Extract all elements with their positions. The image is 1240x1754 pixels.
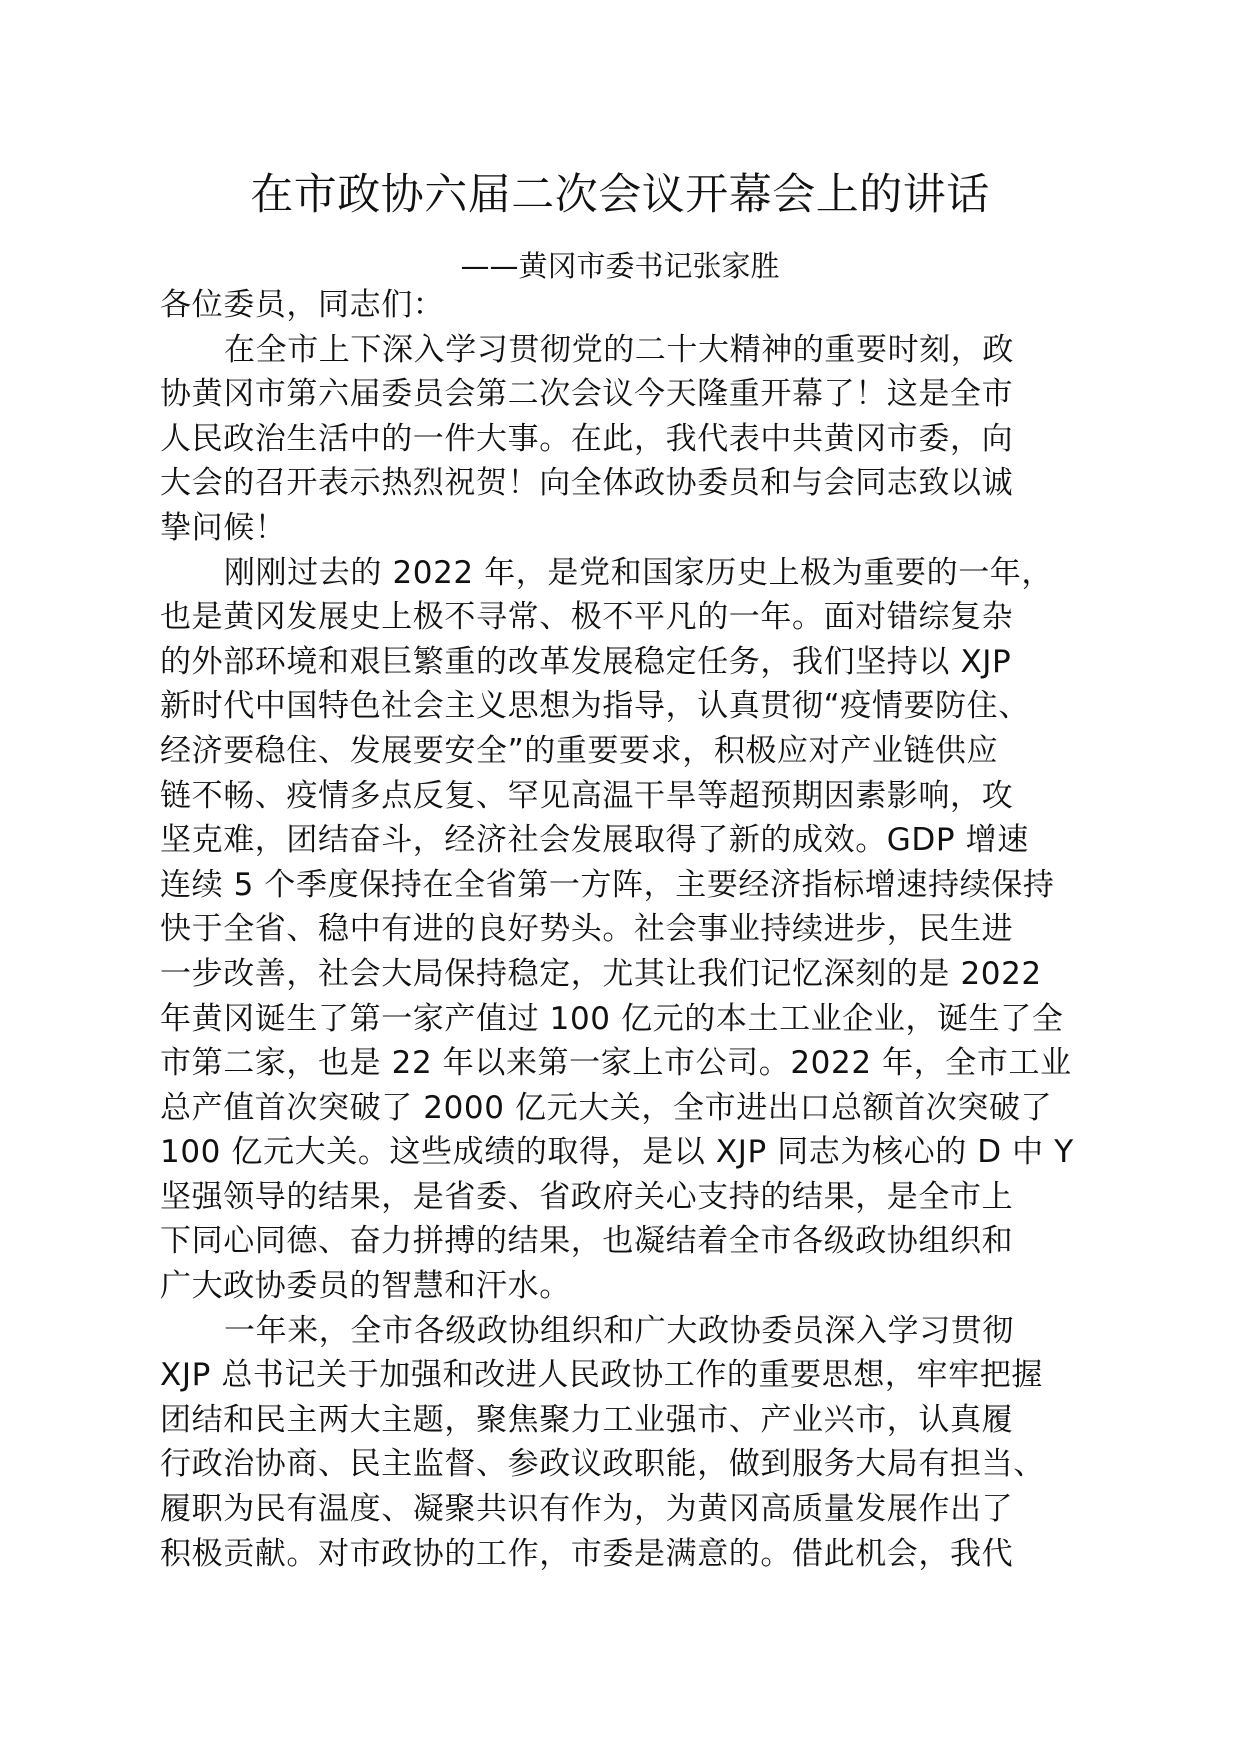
text-line: 团结和民主两大主题，聚焦聚力工业强市、产业兴市，认真履 [160, 1401, 1014, 1438]
text-line: 履职为民有温度、凝聚共识有作为，为黄冈高质量发展作出了 [160, 1491, 1014, 1528]
text-line: 市第二家，也是 22 年以来第一家上市公司。2022 年，全市工业 [160, 1045, 1072, 1082]
text-line: 新时代中国特色社会主义思想为指导，认真贯彻“疫情要防住、 [160, 688, 1030, 725]
salutation: 各位委员，同志们： [160, 287, 445, 323]
text-line: 人民政治生活中的一件大事。在此，我代表中共黄冈市委，向 [160, 420, 1014, 457]
document-body [160, 283, 1090, 1576]
text-line: 快于全省、稳中有进的良好势头。社会事业持续进步，民生进 [160, 911, 1014, 948]
text-line: 的外部环境和艰巨繁重的改革发展稳定任务，我们坚持以 XJP [160, 643, 1012, 680]
text-line: 下同心同德、奋力拼搏的结果，也凝结着全市各级政协组织和 [160, 1223, 1014, 1260]
text-line: 挚问候！ [160, 509, 287, 546]
text-line: 连续 5 个季度保持在全省第一方阵，主要经济指标增速持续保持 [160, 866, 1055, 903]
text-line: XJP 总书记关于加强和改进人民政协工作的重要思想，牢牢把握 [160, 1357, 1043, 1394]
text-line: 坚克难，团结奋斗，经济社会发展取得了新的成效。GDP 增速 [160, 822, 1029, 859]
text-line: 广大政协委员的智慧和汗水。 [160, 1268, 571, 1305]
document-title: 在市政协六届二次会议开幕会上的讲话 [250, 170, 990, 220]
text-line: 一年来，全市各级政协组织和广大政协委员深入学习贯彻 [224, 1312, 1014, 1349]
text-line: 行政治协商、民主监督、参政议政职能，做到服务大局有担当、 [160, 1446, 1045, 1483]
text-line: 刚刚过去的 2022 年，是党和国家历史上极为重要的一年， [224, 554, 1053, 591]
text-line: 积极贡献。对市政协的工作，市委是满意的。借此机会，我代 [160, 1535, 1014, 1572]
text-line: 经济要稳住、发展要安全”的重要要求，积极应对产业链供应 [160, 732, 999, 769]
text-line: 链不畅、疫情多点反复、罕见高温干旱等超预期因素影响，攻 [160, 777, 1014, 814]
text-line: 年黄冈诞生了第一家产值过 100 亿元的本土工业企业，诞生了全 [160, 1000, 1064, 1037]
text-line: 总产值首次突破了 2000 亿元大关，全市进出口总额首次突破了 [160, 1089, 1053, 1126]
text-line: 协黄冈市第六届委员会第二次会议今天隆重开幕了！这是全市 [160, 376, 1014, 413]
text-line: 100 亿元大关。这些成绩的取得，是以 XJP 同志为核心的 D 中 Y [160, 1134, 1074, 1171]
text-line: 坚强领导的结果，是省委、省政府关心支持的结果，是全市上 [160, 1178, 1014, 1215]
text-line: 在全市上下深入学习贯彻党的二十大精神的重要时刻，政 [224, 331, 1014, 368]
text-line: 大会的召开表示热烈祝贺！向全体政协委员和与会同志致以诚 [160, 465, 1014, 502]
text-line: 一步改善，社会大局保持稳定，尤其让我们记忆深刻的是 2022 [160, 955, 1042, 992]
text-line: 也是黄冈发展史上极不寻常、极不平凡的一年。面对错综复杂 [160, 599, 1014, 636]
document-subtitle: ——黄冈市委书记张家胜 [460, 249, 780, 283]
